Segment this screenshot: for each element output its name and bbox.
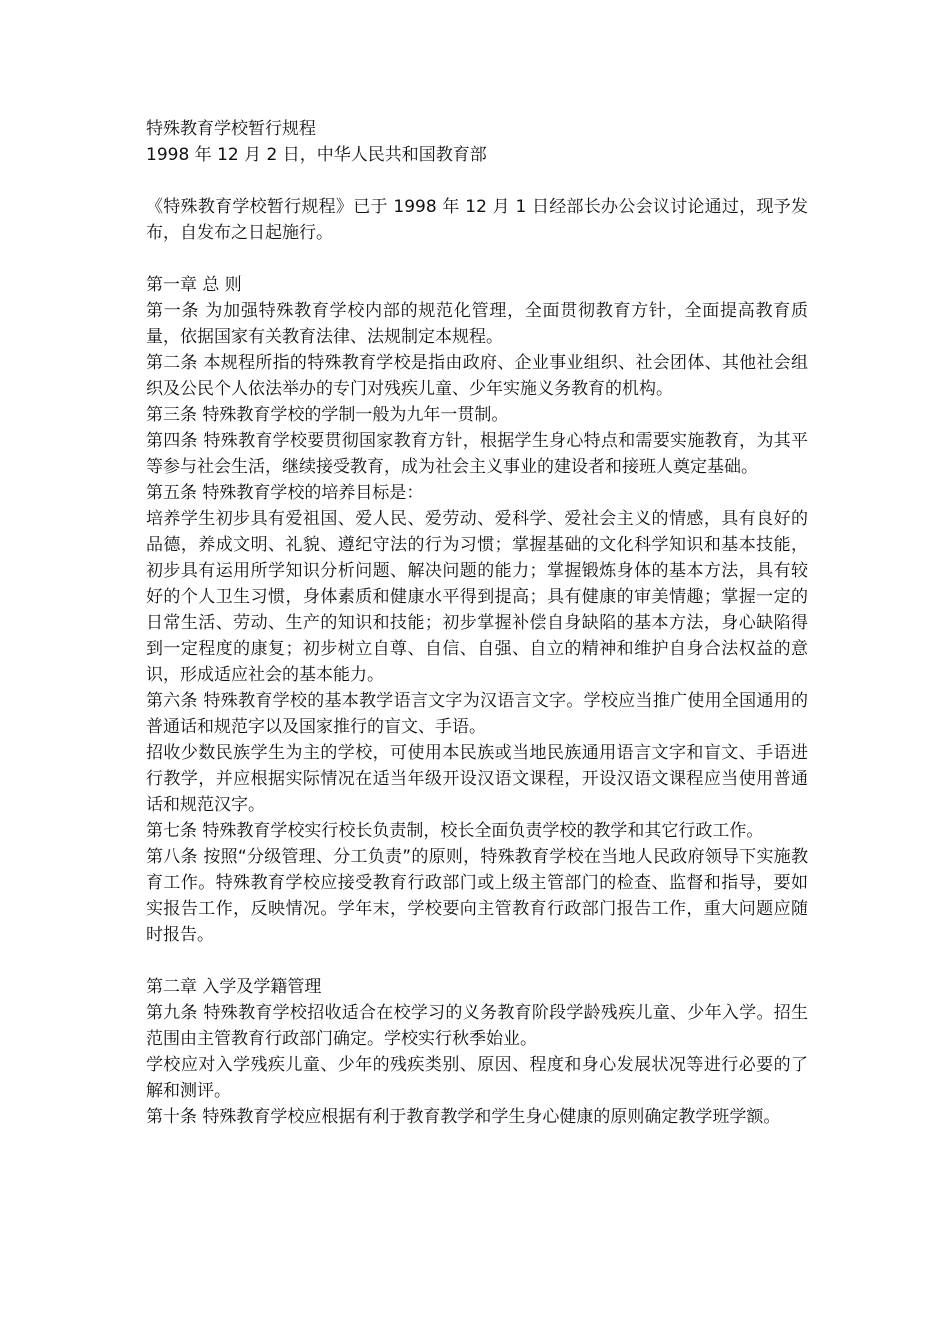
- article-9: 第九条 特殊教育学校招收适合在校学习的义务教育阶段学龄残疾儿童、少年入学。招生范围由主管教育行政部门确定。学校实行秋季始业。: [146, 1003, 808, 1049]
- article-6-minority: 招收少数民族学生为主的学校，可使用本民族或当地民族通用语言文字和盲文、手语进行教学，并应根据实际情况在适当年级开设汉语文课程，开设汉语文课程应当使用普通话和规范汉字。: [146, 743, 808, 815]
- preamble: 《特殊教育学校暂行规程》已于 1998 年 12 月 1 日经部长办公会议讨论通过，现予发布，自发布之日起施行。: [146, 197, 808, 243]
- article-8: 第八条 按照“分级管理、分工负责”的原则，特殊教育学校在当地人民政府领导下实施教育工作。特殊教育学校应接受教育行政部门或上级主管部门的检查、监督和指导，要如实报告工作，反映情况。学年末，学校要向主管教育行政部门报告工作，重大问题应随时报告。: [146, 847, 808, 945]
- document-title: 特殊教育学校暂行规程: [146, 119, 316, 139]
- chapter-heading: 第一章 总 则: [146, 275, 242, 295]
- article-2: 第二条 本规程所指的特殊教育学校是指由政府、企业事业组织、社会团体、其他社会组织及公民个人依法举办的专门对残疾儿童、少年实施义务教育的机构。: [146, 353, 808, 399]
- article-7: 第七条 特殊教育学校实行校长负责制，校长全面负责学校的教学和其它行政工作。: [146, 821, 764, 841]
- article-10: 第十条 特殊教育学校应根据有利于教育教学和学生身心健康的原则确定教学班学额。: [146, 1107, 781, 1127]
- blank-line: [146, 246, 808, 272]
- issuer-line: 1998 年 12 月 2 日，中华人民共和国教育部: [146, 145, 487, 165]
- document-page: [146, 116, 808, 1130]
- article-5: 第五条 特殊教育学校的培养目标是：: [146, 483, 424, 503]
- article-6: 第六条 特殊教育学校的基本教学语言文字为汉语言文字。学校应当推广使用全国通用的普通话和规范字以及国家推行的盲文、手语。: [146, 691, 808, 737]
- article-9-assessment: 学校应对入学残疾儿童、少年的残疾类别、原因、程度和身心发展状况等进行必要的了解和测评。: [146, 1055, 808, 1101]
- article-5-goals: 培养学生初步具有爱祖国、爱人民、爱劳动、爱科学、爱社会主义的情感，具有良好的品德，养成文明、礼貌、遵纪守法的行为习惯；掌握基础的文化科学知识和基本技能，初步具有运用所学知识分析问题、解决问题的能力；掌握锻炼身体的基本方法，具有较好的个人卫生习惯，身体素质和健康水平得到提高；具有健康的审美情趣；掌握一定的日常生活、劳动、生产的知识和技能；初步掌握补偿自身缺陷的基本方法，身心缺陷得到一定程度的康复；初步树立自尊、自信、自强、自立的精神和维护自身合法权益的意识，形成适应社会的基本能力。: [146, 509, 808, 685]
- article-4: 第四条 特殊教育学校要贯彻国家教育方针，根据学生身心特点和需要实施教育，为其平等参与社会生活，继续接受教育，成为社会主义事业的建设者和接班人奠定基础。: [146, 431, 808, 477]
- blank-line: [146, 948, 808, 974]
- blank-line: [146, 168, 808, 194]
- chapter-heading: 第二章 入学及学籍管理: [146, 977, 322, 997]
- article-1: 第一条 为加强特殊教育学校内部的规范化管理，全面贯彻教育方针，全面提高教育质量，依据国家有关教育法律、法规制定本规程。: [146, 301, 808, 347]
- article-3: 第三条 特殊教育学校的学制一般为九年一贯制。: [146, 405, 509, 425]
